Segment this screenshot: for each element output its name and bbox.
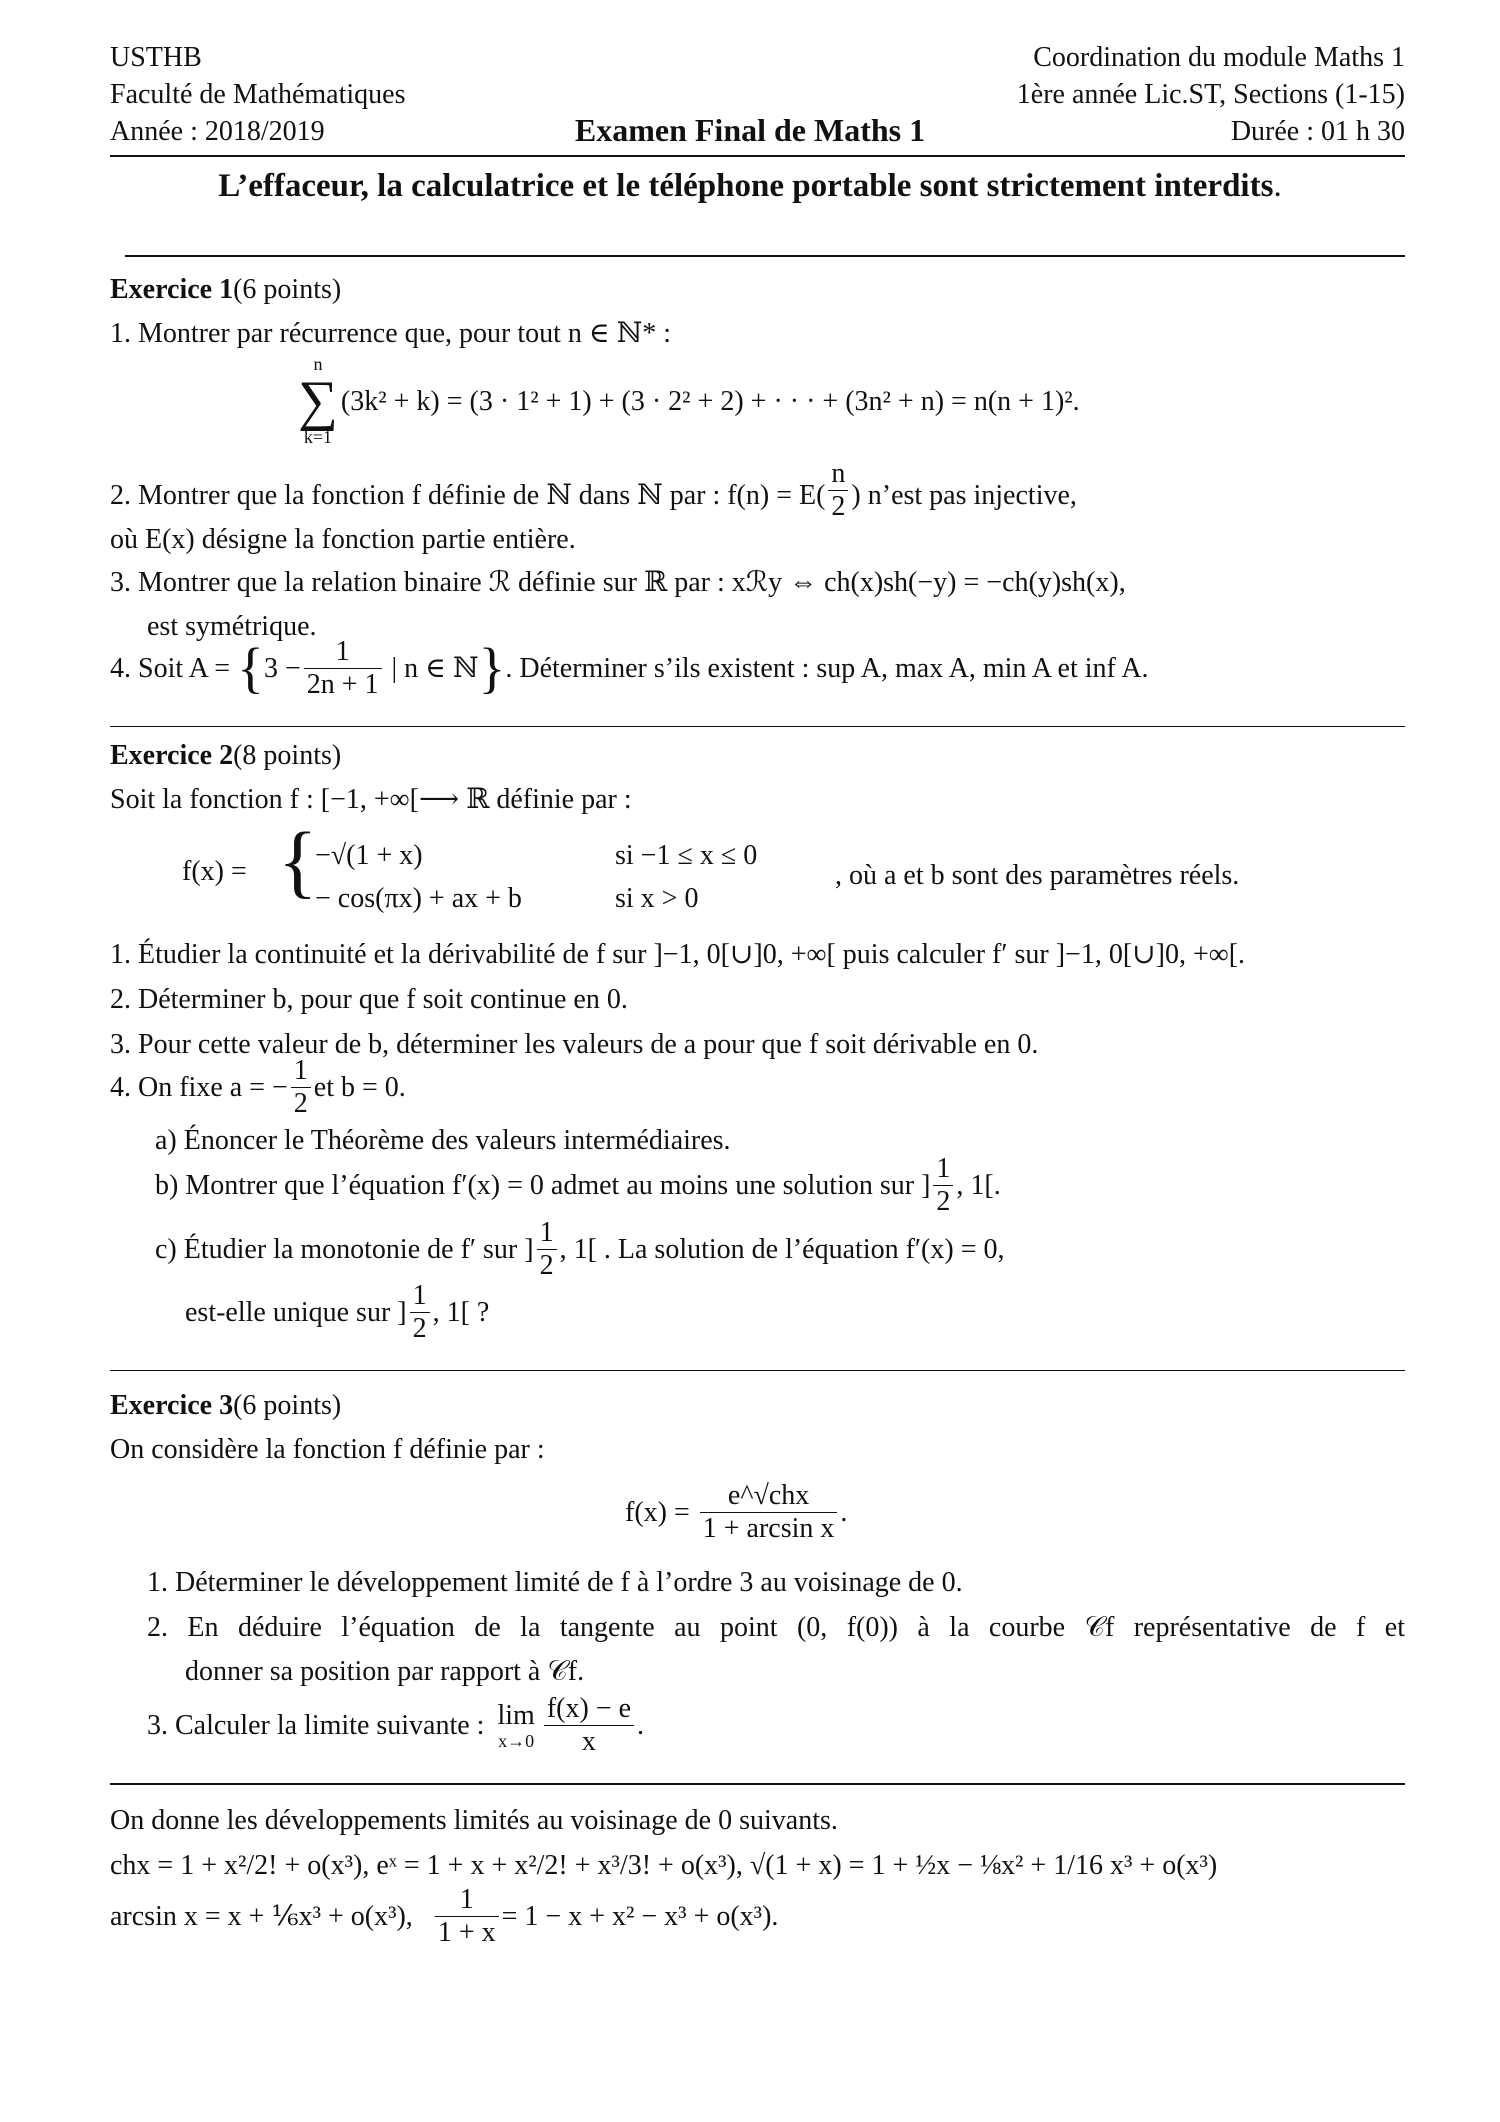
dl-line1: chx = 1 + x²/2! + o(x³), eˣ = 1 + x + x²/2! + x³/3! + o(x³), √(1 + x) = 1 + ½x − ⅛x² + 1/16 x³ + o(x³) bbox=[110, 1850, 1218, 1881]
header-year: Année : 2018/2019 bbox=[110, 116, 325, 147]
ex2-q2: 2. Déterminer b, pour que f soit continue en 0. bbox=[110, 984, 628, 1015]
sum-symbol: n ∑ k=1 bbox=[298, 354, 338, 447]
exam-title: Examen Final de Maths 1 bbox=[574, 112, 926, 148]
ex2-params: , où a et b sont des paramètres réels. bbox=[835, 860, 1240, 891]
ex1-q1-formula: n ∑ k=1 (3k² + k) = (3 · 1² + 1) + (3 · 2² + 2) + · · · + (3n² + n) = n(n + 1)². bbox=[298, 354, 1080, 447]
warning-divider bbox=[125, 255, 1405, 257]
ex3-q2: 2. En déduire l’équation de la tangente au point (0, f(0)) à la courbe 𝒞f représentative de f et bbox=[147, 1612, 1405, 1643]
ex2-qa: a) Énoncer le Théorème des valeurs intermédiaires. bbox=[155, 1125, 731, 1156]
header-faculty: Faculté de Mathématiques bbox=[110, 79, 406, 110]
ex1-q3: 3. Montrer que la relation binaire ℛ définie sur ℝ par : xℛy ⇔ ch(x)sh(−y) = −ch(y)sh(x), bbox=[110, 567, 1126, 598]
ex2-heading: Exercice 2(8 points) bbox=[110, 740, 342, 771]
ex2-q3: 3. Pour cette valeur de b, déterminer les valeurs de a pour que f soit dérivable en 0. bbox=[110, 1029, 1039, 1060]
ex1-q2-note: où E(x) désigne la fonction partie entière. bbox=[110, 524, 576, 555]
ex2-qc: c) Étudier la monotonie de f′ sur ] $\frac{1}{2}$ , 1[ . La solution de l’équation f′(x) = 0, bbox=[155, 1217, 1005, 1282]
ex3-intro: On considère la fonction f définie par : bbox=[110, 1434, 545, 1465]
warning-notice: L’effaceur, la calculatrice et le téléphone portable sont strictement interdits. bbox=[218, 168, 1282, 204]
ex3-function: f(x) = $\frac{\text{e\textasciicircum{}√chx}}{\text{1 + arcsin x}}$ . bbox=[625, 1480, 848, 1545]
ex2-intro: Soit la fonction f : [−1, +∞[⟶ ℝ définie par : bbox=[110, 784, 632, 815]
ex2-qc-cont: est-elle unique sur ] $\frac{1}{2}$ , 1[ ? bbox=[185, 1280, 490, 1345]
header-institution: USTHB bbox=[110, 42, 202, 73]
dl-intro: On donne les développements limités au voisinage de 0 suivants. bbox=[110, 1805, 838, 1836]
ex2-qb: b) Montrer que l’équation f′(x) = 0 admet au moins une solution sur ] $\frac{1}{2}$ , 1[. bbox=[155, 1153, 1001, 1218]
dl-line2: arcsin x = x + ⅙x³ + o(x³), $\frac{1}{1 + x}$ = 1 − x + x² − x³ + o(x³). bbox=[110, 1884, 779, 1949]
ex2-case-brace: { bbox=[278, 815, 318, 906]
ex3-divider bbox=[110, 1783, 1405, 1785]
header-duration: Durée : 01 h 30 bbox=[1230, 116, 1405, 147]
ex2-def-label: f(x) = bbox=[182, 856, 247, 887]
ex1-q3-cont: est symétrique. bbox=[147, 611, 317, 642]
ex2-q4: 4. On fixe a = − $\frac{1}{2}$ et b = 0. bbox=[110, 1055, 406, 1120]
ex1-q1: 1. Montrer par récurrence que, pour tout n ∈ ℕ* : bbox=[110, 318, 672, 349]
ex2-divider bbox=[110, 1370, 1405, 1371]
ex2-cond1: si −1 ≤ x ≤ 0 bbox=[615, 840, 758, 871]
ex2-case1: −√(1 + x) bbox=[315, 840, 423, 871]
ex1-q4: 4. Soit A = {3 − $\frac{1}{2n + 1}$ | n ∈ ℕ}. Déterminer s’ils existent : sup A, max A, min A et inf A. bbox=[110, 636, 1149, 701]
ex3-heading: Exercice 3(6 points) bbox=[110, 1390, 342, 1421]
header-coordination: Coordination du module Maths 1 bbox=[1033, 42, 1405, 73]
ex2-case2: − cos(πx) + ax + b bbox=[315, 883, 522, 914]
ex1-heading: Exercice 1(6 points) bbox=[110, 274, 342, 305]
ex1-divider bbox=[110, 726, 1405, 727]
ex2-cond2: si x > 0 bbox=[615, 883, 699, 914]
header-divider bbox=[110, 155, 1405, 157]
ex3-q1: 1. Déterminer le développement limité de f à l’ordre 3 au voisinage de 0. bbox=[147, 1567, 963, 1598]
header-level: 1ère année Lic.ST, Sections (1-15) bbox=[1016, 79, 1405, 110]
ex3-q3: 3. Calculer la limite suivante : lim x→0 $\frac{f(x) - e}{x}$ . bbox=[147, 1693, 645, 1758]
ex3-q2-cont: donner sa position par rapport à 𝒞f. bbox=[185, 1656, 585, 1687]
ex1-q2: 2. Montrer que la fonction f définie de ℕ dans ℕ par : f(n) = E( $\frac{n}{2}$ ) n’est pas injective, bbox=[110, 458, 1077, 523]
ex2-q1: 1. Étudier la continuité et la dérivabilité de f sur ]−1, 0[∪]0, +∞[ puis calculer f′ sur ]−1, 0[∪]0, +∞[. bbox=[110, 939, 1246, 970]
